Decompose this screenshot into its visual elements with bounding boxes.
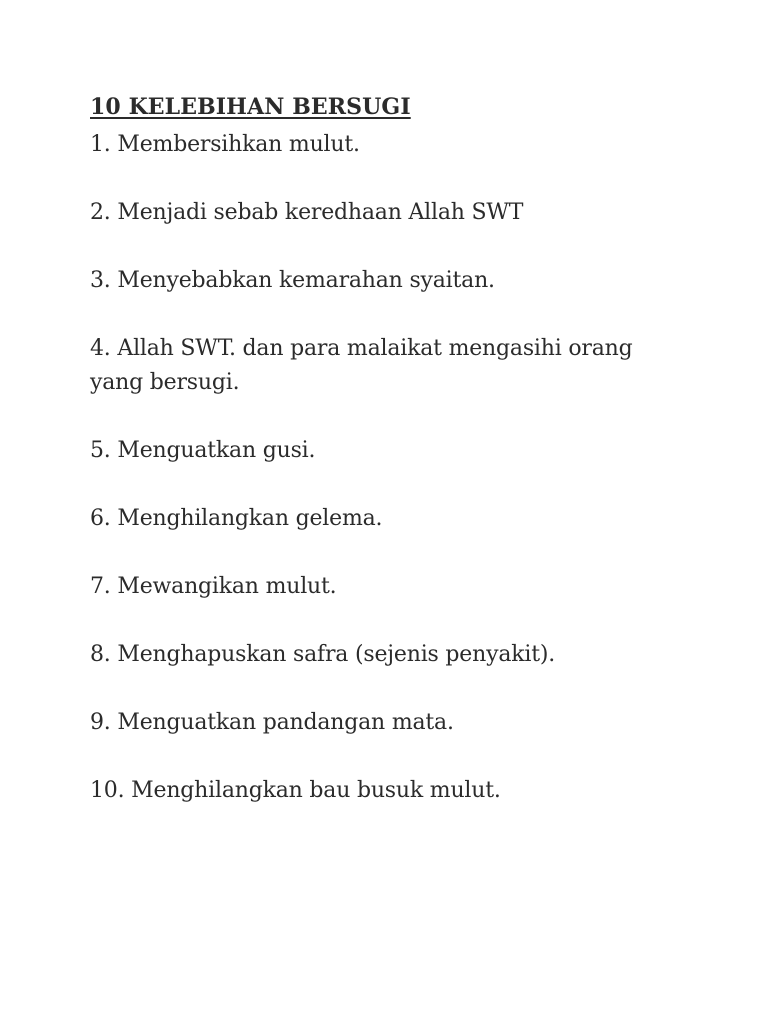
benefit-item-6: 6. Menghilangkan gelema. [90, 506, 383, 531]
benefit-item-1: 1. Membersihkan mulut. [90, 132, 360, 157]
benefit-item-4: 4. Allah SWT. dan para malaikat mengasihi orang yang bersugi. [90, 336, 633, 395]
benefit-list [90, 128, 678, 808]
benefit-item-7: 7. Mewangikan mulut. [90, 574, 337, 599]
benefit-item-9: 9. Menguatkan pandangan mata. [90, 710, 454, 735]
benefit-item-2: 2. Menjadi sebab keredhaan Allah SWT [90, 200, 524, 225]
document-title: 10 KELEBIHAN BERSUGI [90, 94, 411, 120]
benefit-item-3: 3. Menyebabkan kemarahan syaitan. [90, 268, 495, 293]
benefit-item-10: 10. Menghilangkan bau busuk mulut. [90, 778, 501, 803]
benefit-item-8: 8. Menghapuskan safra (sejenis penyakit). [90, 642, 556, 667]
benefit-item-5: 5. Menguatkan gusi. [90, 438, 316, 463]
